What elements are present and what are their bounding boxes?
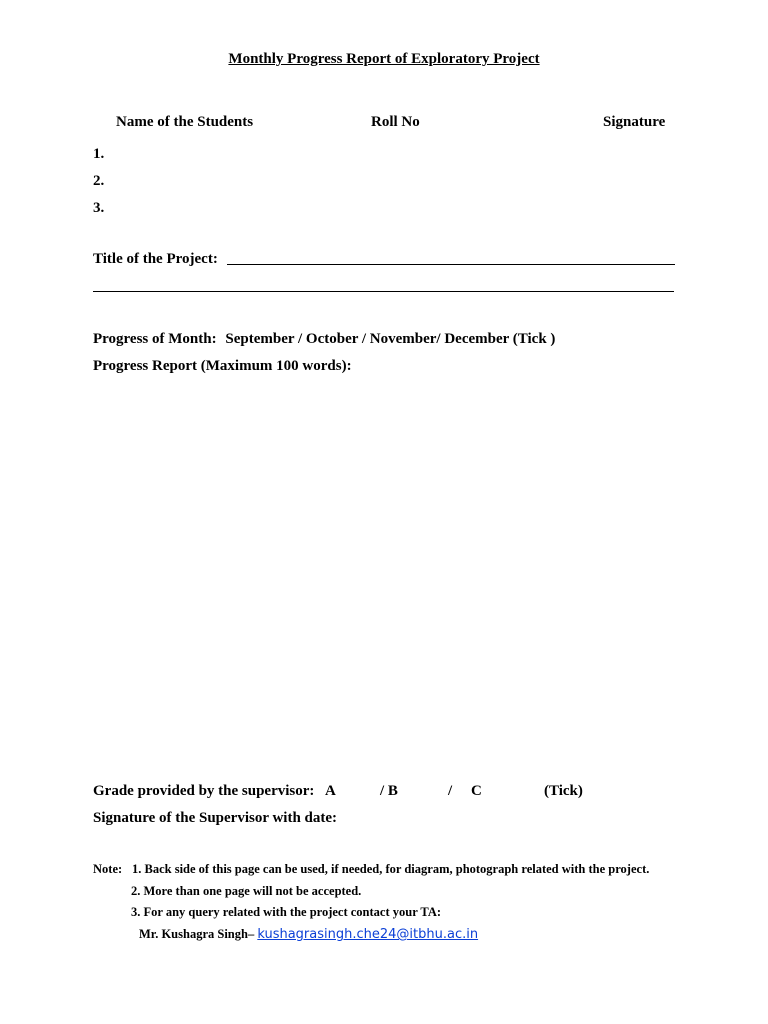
grade-option-b[interactable]: / B: [380, 783, 398, 799]
project-title-line-1[interactable]: [227, 264, 675, 265]
progress-report-label: Progress Report (Maximum 100 words):: [93, 358, 352, 374]
grade-tick-hint: (Tick): [544, 783, 583, 799]
page-title: Monthly Progress Report of Exploratory Project: [228, 51, 540, 67]
progress-month-row: [93, 331, 555, 348]
progress-month-options[interactable]: September / October / November/ December (Tick ): [225, 331, 556, 347]
student-row-1: 1.: [93, 146, 105, 162]
signature-header: Signature: [603, 114, 666, 130]
roll-no-header: Roll No: [371, 114, 420, 130]
note-item-1: 1. Back side of this page can be used, if needed, for diagram, photograph related with the project.: [132, 862, 650, 876]
progress-month-label: Progress of Month:: [93, 331, 217, 347]
supervisor-signature-label: Signature of the Supervisor with date:: [93, 810, 338, 826]
project-title-line-2[interactable]: [93, 291, 674, 292]
students-name-header: Name of the Students: [116, 114, 254, 130]
student-row-2: 2.: [93, 173, 105, 189]
grade-option-a[interactable]: A: [325, 783, 336, 799]
note-prefix: Note:: [93, 862, 123, 876]
ta-name: Mr. Kushagra Singh–: [139, 927, 255, 941]
ta-email-link[interactable]: kushagrasingh.che24@itbhu.ac.in: [257, 927, 479, 942]
project-title-label: Title of the Project:: [93, 251, 218, 267]
grade-separator: /: [448, 783, 453, 799]
ta-contact: [139, 927, 478, 942]
note-item-2: 2. More than one page will not be accepted.: [131, 884, 362, 898]
grade-option-c[interactable]: C: [471, 783, 482, 799]
grade-label: Grade provided by the supervisor:: [93, 783, 315, 799]
student-row-3: 3.: [93, 200, 105, 216]
note-item-3: 3. For any query related with the project contact your TA:: [131, 905, 442, 919]
